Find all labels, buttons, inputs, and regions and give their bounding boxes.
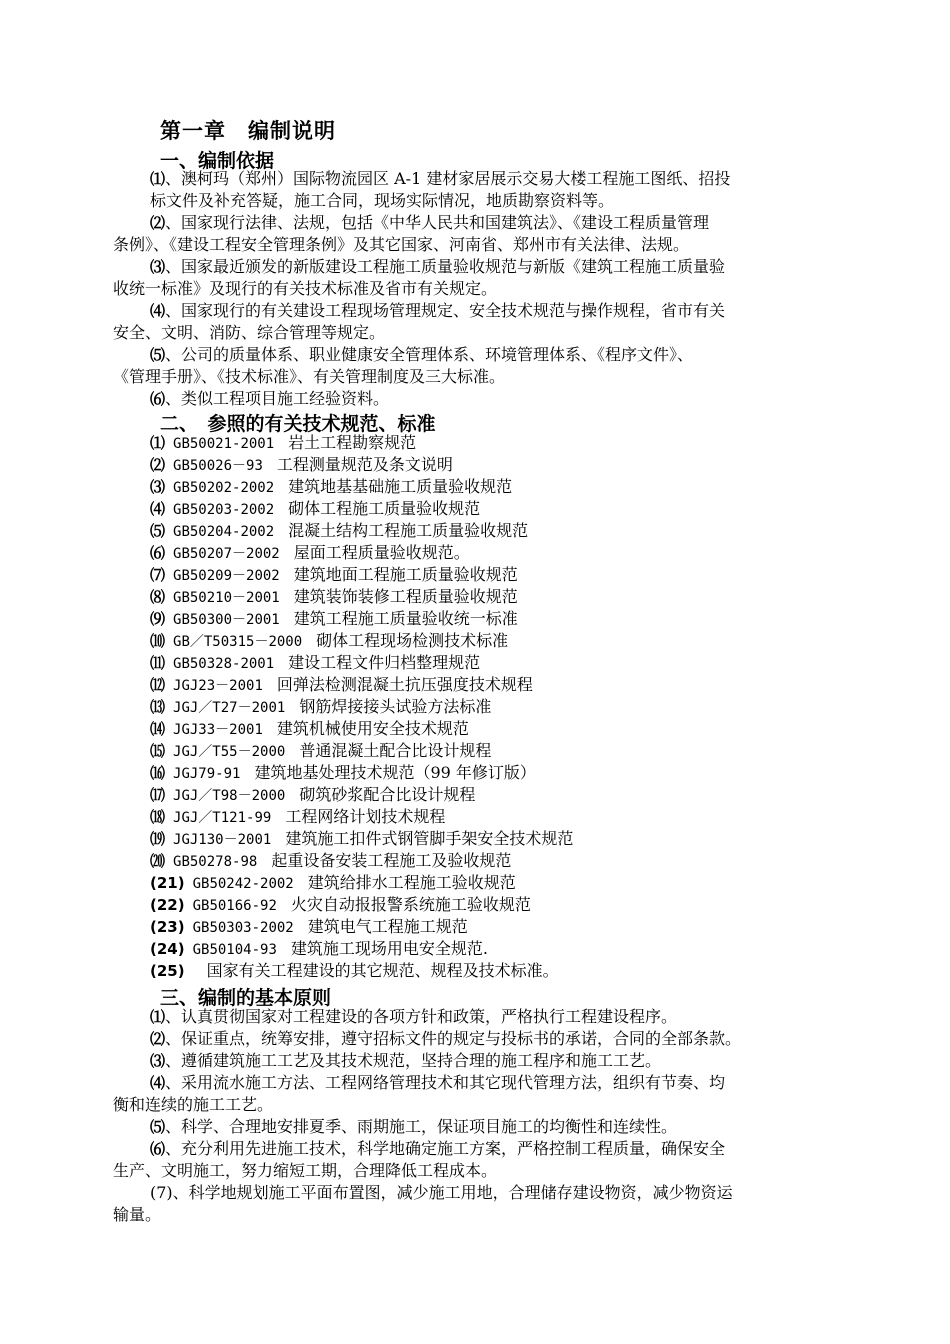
standard-item [150, 498, 480, 521]
standard-code: JGJ／T27－2001 [173, 700, 286, 716]
item-number: ⑽ [150, 632, 166, 650]
item-number: ⑺ [150, 566, 166, 584]
item-number: ⑶ [150, 478, 166, 496]
standard-name: 国家有关工程建设的其它规范、规程及技术标准。 [206, 961, 559, 980]
basis-item-2-cont: 条例》、《建设工程安全管理条例》及其它国家、河南省、郑州市有关法律、法规。 [113, 235, 690, 254]
standard-name: 工程测量规范及条文说明 [276, 455, 453, 474]
standard-name: 建筑机械使用安全技术规范 [276, 719, 469, 738]
item-number: ⑷ [150, 500, 166, 518]
item-number: (21) [150, 874, 185, 892]
principle-item-3 [150, 1050, 661, 1072]
item-number: ⑵ [150, 456, 166, 474]
standard-code: JGJ／T55－2000 [173, 744, 286, 760]
standard-name: 建设工程文件归档整理规范 [288, 653, 481, 672]
principle-item-5 [150, 1116, 677, 1138]
standard-name: 回弹法检测混凝土抗压强度技术规程 [276, 675, 533, 694]
standard-code: GB50021-2001 [173, 436, 275, 452]
standard-code: GB50303-2002 [192, 920, 294, 936]
principle-item-6 [150, 1138, 725, 1160]
standard-name: 普通混凝土配合比设计规程 [299, 741, 492, 760]
chapter-title: 第一章 编制说明 [160, 119, 336, 143]
item-text: 、遵循建筑施工工艺及其技术规范，坚持合理的施工程序和施工工艺。 [165, 1051, 662, 1070]
item-number: ⑷ [150, 1074, 166, 1092]
item-number: (24) [150, 940, 185, 958]
standard-code: GB50209－2002 [173, 568, 280, 584]
standard-item [150, 432, 416, 455]
item-number: ⑹ [150, 1140, 166, 1158]
standard-name: 起重设备安装工程施工及验收规范 [271, 851, 512, 870]
standard-code: JGJ23－2001 [173, 678, 263, 694]
standard-item [150, 894, 531, 917]
standard-name: 砌筑砂浆配合比设计规程 [299, 785, 476, 804]
standard-name: 岩土工程勘察规范 [288, 433, 417, 452]
standard-code: GB50202-2002 [173, 480, 275, 496]
standard-name: 工程网络计划技术规程 [285, 807, 446, 826]
standard-name: 钢筋焊接接头试验方法标准 [299, 697, 492, 716]
item-number: ⑶ [150, 258, 166, 276]
standard-item [150, 520, 528, 543]
standard-name: 建筑地面工程施工质量验收规范 [293, 565, 518, 584]
item-text: 、保证重点，统筹安排，遵守招标文件的规定与投标书的承诺，合同的全部条款。 [165, 1029, 742, 1048]
standard-item [150, 872, 516, 895]
standard-item [150, 718, 469, 741]
item-number: (22) [150, 896, 185, 914]
standard-code: GB／T50315－2000 [173, 634, 303, 650]
item-number: ⒆ [150, 830, 166, 848]
item-number: ⑸ [150, 522, 166, 540]
section-heading-basis: 一、编制依据 [160, 150, 275, 172]
standard-code: GB50104-93 [192, 942, 277, 958]
basis-item-4-cont: 安全、文明、消防、综合管理等规定。 [113, 323, 386, 342]
standard-item [150, 652, 480, 675]
item-number: ⒂ [150, 742, 166, 760]
basis-item-2 [150, 212, 709, 234]
basis-item-3-cont: 收统一标准》及现行的有关技术标准及省市有关规定。 [113, 279, 498, 298]
standard-code: JGJ／T121-99 [173, 810, 272, 826]
principle-item-6-cont: 生产、文明施工，努力缩短工期，合理降低工程成本。 [113, 1161, 498, 1180]
item-number: ⑶ [150, 1052, 166, 1070]
standard-name: 混凝土结构工程施工质量验收规范 [288, 521, 529, 540]
principle-item-4 [150, 1072, 725, 1094]
standard-code: GB50203-2002 [173, 502, 275, 518]
item-number: ⑸ [150, 346, 166, 364]
standard-item [150, 454, 453, 477]
basis-item-5-cont: 《管理手册》、《技术标准》、有关管理制度及三大标准。 [113, 367, 506, 386]
item-number: ⒇ [150, 852, 166, 870]
item-text: 、公司的质量体系、职业健康安全管理体系、环境管理体系、《程序文件》、 [165, 345, 694, 364]
item-text: 、采用流水施工方法、工程网络管理技术和其它现代管理方法，组织有节奏、均 [165, 1073, 726, 1092]
item-number: ⑴ [150, 1008, 166, 1026]
item-number: ⑸ [150, 1118, 166, 1136]
section-heading-principles: 三、编制的基本原则 [160, 987, 332, 1009]
item-number: ⑿ [150, 676, 166, 694]
standard-item [150, 586, 518, 609]
standard-item [150, 784, 475, 807]
standard-item [150, 740, 491, 763]
item-number: ⑻ [150, 588, 166, 606]
basis-item-1-cont: 标文件及补充答疑，施工合同，现场实际情况，地质勘察资料等。 [150, 191, 615, 210]
standard-code: JGJ33－2001 [173, 722, 263, 738]
item-number: (25) [150, 962, 185, 980]
item-number: ⑹ [150, 544, 166, 562]
standard-name: 建筑工程施工质量验收统一标准 [293, 609, 518, 628]
standard-item [150, 674, 533, 697]
item-number: ⑾ [150, 654, 166, 672]
standard-name: 建筑施工现场用电安全规范. [290, 939, 488, 958]
standard-item [150, 696, 491, 719]
standard-name: 屋面工程质量验收规范。 [293, 543, 470, 562]
standard-name: 砌体工程现场检测技术标准 [316, 631, 509, 650]
item-number: ⒀ [150, 698, 166, 716]
item-text: 、澳柯玛（郑州）国际物流园区 A-1 建材家居展示交易大楼工程施工图纸、招投 [165, 169, 731, 188]
item-text: 、国家现行的有关建设工程现场管理规定、安全技术规范与操作规程，省市有关 [165, 301, 726, 320]
item-text: 、国家最近颁发的新版建设工程施工质量验收规范与新版《建筑工程施工质量验 [165, 257, 726, 276]
item-number: ⑹ [150, 390, 166, 408]
item-text: 、类似工程项目施工经验资料。 [165, 389, 390, 408]
item-text: 、科学、合理地安排夏季、雨期施工，保证项目施工的均衡性和连续性。 [165, 1117, 678, 1136]
standard-name: 建筑给排水工程施工验收规范 [307, 873, 516, 892]
item-number: ⑵ [150, 214, 166, 232]
standard-code: GB50204-2002 [173, 524, 275, 540]
standard-item [150, 542, 470, 565]
standard-code: GB50242-2002 [192, 876, 294, 892]
basis-item-4 [150, 300, 725, 322]
item-number: ⑼ [150, 610, 166, 628]
standard-name: 火灾自动报报警系统施工验收规范 [290, 895, 531, 914]
standard-item [150, 916, 468, 939]
standard-code: JGJ／T98－2000 [173, 788, 286, 804]
basis-item-5 [150, 344, 693, 366]
standard-code: JGJ79-91 [173, 766, 241, 782]
item-number: (7) [150, 1183, 173, 1202]
standard-item [150, 564, 518, 587]
standard-code: GB50300－2001 [173, 612, 280, 628]
standard-code: JGJ130－2001 [173, 832, 272, 848]
item-text: 、充分利用先进施工技术，科学地确定施工方案，严格控制工程质量，确保安全 [165, 1139, 726, 1158]
principle-item-7-cont: 输量。 [113, 1205, 162, 1224]
standard-code: GB50026－93 [173, 458, 263, 474]
standard-item [150, 806, 445, 829]
basis-item-6 [150, 388, 389, 410]
standard-code: GB50207－2002 [173, 546, 280, 562]
item-number: ⒃ [150, 764, 166, 782]
standard-name: 建筑地基处理技术规范（99 年修订版） [254, 763, 536, 782]
standard-code: GB50166-92 [192, 898, 277, 914]
standard-name: 砌体工程施工质量验收规范 [288, 499, 481, 518]
principle-item-1 [150, 1006, 677, 1028]
item-number: ⑷ [150, 302, 166, 320]
basis-item-1 [150, 168, 730, 190]
standard-name: 建筑地基基础施工质量验收规范 [288, 477, 513, 496]
standard-item [150, 762, 536, 785]
standard-item [150, 608, 518, 631]
item-text: 、国家现行法律、法规，包括《中华人民共和国建筑法》、《建设工程质量管理 [165, 213, 710, 232]
standard-item [150, 850, 511, 873]
section-heading-standards: 二、 参照的有关技术规范、标准 [160, 413, 436, 435]
standard-item [150, 630, 508, 653]
item-number: (23) [150, 918, 185, 936]
standard-item [150, 960, 559, 982]
standard-name: 建筑装饰装修工程质量验收规范 [293, 587, 518, 606]
standard-item [150, 828, 573, 851]
standard-item [150, 476, 512, 499]
item-text: 、认真贯彻国家对工程建设的各项方针和政策，严格执行工程建设程序。 [165, 1007, 678, 1026]
standard-code: GB50278-98 [173, 854, 258, 870]
principle-item-7 [150, 1182, 733, 1204]
item-number: ⒄ [150, 786, 166, 804]
item-text: 、科学地规划施工平面布置图，减少施工用地，合理储存建设物资，减少物资运 [172, 1183, 733, 1202]
standard-code: GB50328-2001 [173, 656, 275, 672]
item-number: ⑴ [150, 170, 166, 188]
standard-code: GB50210－2001 [173, 590, 280, 606]
standard-name: 建筑施工扣件式钢管脚手架安全技术规范 [285, 829, 574, 848]
principle-item-2 [150, 1028, 741, 1050]
item-number: ⑴ [150, 434, 166, 452]
standard-item [150, 938, 488, 961]
basis-item-3 [150, 256, 725, 278]
item-number: ⑵ [150, 1030, 166, 1048]
standard-name: 建筑电气工程施工规范 [307, 917, 468, 936]
item-number: ⒁ [150, 720, 166, 738]
item-number: ⒅ [150, 808, 166, 826]
principle-item-4-cont: 衡和连续的施工工艺。 [113, 1095, 274, 1114]
